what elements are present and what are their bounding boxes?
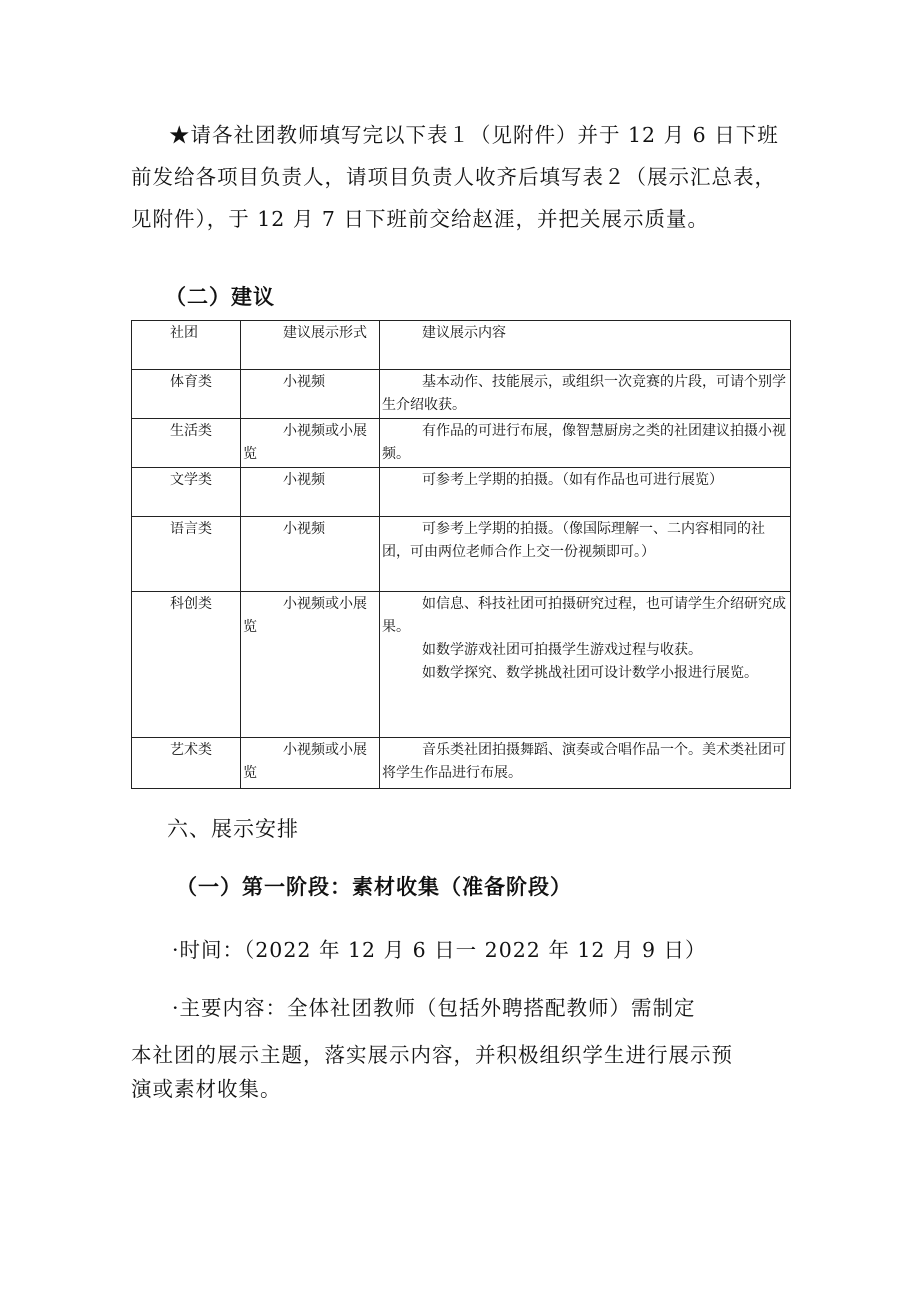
main-content-continuation xyxy=(131,1038,811,1106)
table-row xyxy=(132,468,791,517)
display-content: 如信息、科技社团可拍摄研究过程，也可请学生介绍研究成果。 如数学游戏社团可拍摄学生游戏过程与收获。 如数学探究、数学挑战社团可设计数学小报进行展览。 xyxy=(380,592,791,738)
header-club: 社团 xyxy=(132,321,241,370)
main-content-line: ·主要内容：全体社团教师（包括外聘搭配教师）需制定 xyxy=(172,996,696,1020)
section-heading-six: 六、展示安排 xyxy=(167,817,299,841)
club-name: 体育类 xyxy=(132,370,241,419)
table-row xyxy=(132,419,791,468)
intro-line: 见附件），于 12 月 7 日下班前交给赵涯，并把关展示质量。 xyxy=(131,207,709,231)
display-form: 小视频 xyxy=(241,468,380,517)
section-heading-suggestion: （二）建议 xyxy=(165,284,275,309)
intro-line: 前发给各项目负责人，请项目负责人收齐后填写表２（展示汇总表， xyxy=(131,165,776,189)
table-header-row xyxy=(132,321,791,370)
club-name: 文学类 xyxy=(132,468,241,517)
display-content: 音乐类社团拍摄舞蹈、演奏或合唱作品一个。美术类社团可将学生作品进行布展。 xyxy=(380,738,791,789)
header-form: 建议展示形式 xyxy=(241,321,380,370)
intro-line: ★请各社团教师填写完以下表１（见附件）并于 12 月 6 日下班 xyxy=(169,123,779,147)
club-name: 艺术类 xyxy=(132,738,241,789)
display-form: 小视频或小展览 xyxy=(241,738,380,789)
table-row xyxy=(132,592,791,738)
content-line: 演或素材收集。 xyxy=(131,1077,282,1101)
display-form: 小视频或小展览 xyxy=(241,419,380,468)
suggestion-table xyxy=(131,320,791,789)
content-line: 本社团的展示主题，落实展示内容，并积极组织学生进行展示预 xyxy=(131,1043,733,1067)
display-form: 小视频 xyxy=(241,517,380,592)
club-name: 科创类 xyxy=(132,592,241,738)
display-content: 可参考上学期的拍摄。（像国际理解一、二内容相同的社团，可由两位老师合作上交一份视频即可。） xyxy=(380,517,791,592)
table-row xyxy=(132,517,791,592)
display-content: 基本动作、技能展示，或组织一次竞赛的片段，可请个别学生介绍收获。 xyxy=(380,370,791,419)
display-content: 可参考上学期的拍摄。（如有作品也可进行展览） xyxy=(380,468,791,517)
display-form: 小视频 xyxy=(241,370,380,419)
section-heading-stage1: （一）第一阶段：素材收集（准备阶段） xyxy=(176,874,572,899)
display-content: 有作品的可进行布展，像智慧厨房之类的社团建议拍摄小视频。 xyxy=(380,419,791,468)
time-line: ·时间：（2022 年 12 月 6 日一 2022 年 12 月 9 日） xyxy=(172,938,707,962)
display-form: 小视频或小展览 xyxy=(241,592,380,738)
table-row xyxy=(132,370,791,419)
club-name: 生活类 xyxy=(132,419,241,468)
table-row xyxy=(132,738,791,789)
club-name: 语言类 xyxy=(132,517,241,592)
header-content: 建议展示内容 xyxy=(380,321,791,370)
intro-paragraph xyxy=(131,114,811,240)
